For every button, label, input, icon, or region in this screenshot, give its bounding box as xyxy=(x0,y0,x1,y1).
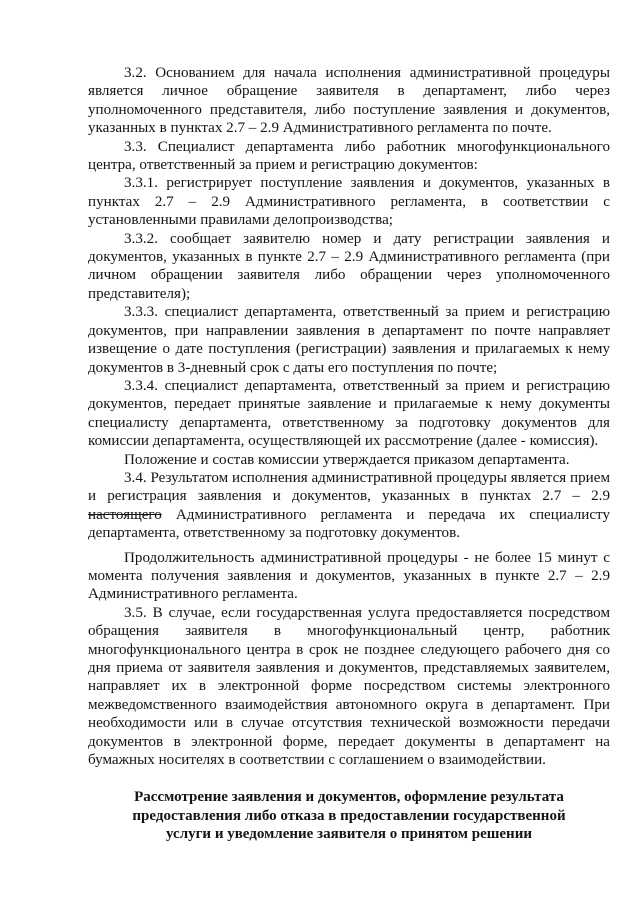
struck-word: настоящего xyxy=(88,506,162,523)
document-page xyxy=(88,64,610,844)
paragraph-3-2: 3.2. Основанием для начала исполнения административной процедуры является личное обращение заявителя в департамент, либо через уполномоченного представителя, либо поступление заявления и документов, указанных в пунктах 2.7 – 2.9 Административного регламента по почте. xyxy=(88,65,610,137)
paragraph-duration: Продолжительность административной процедуры - не более 15 минут с момента получения заявления и документов, указанных в пункте 2.7 – 2.9 Административного регламента. xyxy=(88,549,610,603)
paragraph-3-3-4: 3.3.4. специалист департамента, ответственный за прием и регистрацию документов, передает принятые заявление и прилагаемые к нему документы специалисту департамента, ответственному за подготовку документов для комиссии департамента, осуществляющей их рассмотрение (далее - комиссия). xyxy=(88,377,610,450)
paragraph-3-3: 3.3. Специалист департамента либо работник многофункционального центра, ответственный за прием и регистрацию документов: xyxy=(88,138,610,174)
paragraph-3-3-2: 3.3.2. сообщает заявителю номер и дату регистрации заявления и документов, указанных в пункте 2.7 – 2.9 Административного регламента (при личном обращении заявителя либо обращении через уполномоченного представителя); xyxy=(88,230,610,302)
paragraph-3-4 xyxy=(88,469,610,543)
paragraph-3-5: 3.5. В случае, если государственная услуга предоставляется посредством обращения заявителя в многофункциональный центр, работник многофункционального центра в срок не позднее следующего рабочего дня со дня приема от заявителя заявления и документов, представляемых заявителем, направляет их в электронной форме посредством системы электронного межведомственного взаимодействия автономного округа в департамент. При необходимости или в случае отсутствия технической возможности передачи документов в электронной форме, передает документы в департамент на бумажных носителях в соответствии с соглашением о взаимодействии. xyxy=(88,604,610,769)
paragraph-3-4-after: Административного регламента и передача их специалисту департамента, ответственному за подготовку документов. xyxy=(88,506,610,542)
section-heading: Рассмотрение заявления и документов, оформление результата предоставления либо отказа в предоставлении государственной услуги и уведомление заявителя о принятом решении xyxy=(132,789,566,843)
paragraph-3-3-1: 3.3.1. регистрирует поступление заявления и документов, указанных в пунктах 2.7 – 2.9 Административного регламента, в соответствии с установленными правилами делопроизводства; xyxy=(88,175,610,229)
paragraph-commission: Положение и состав комиссии утверждается приказом департамента. xyxy=(124,451,570,468)
paragraph-3-4-before: 3.4. Результатом исполнения административной процедуры является прием и регистрация заявления и документов, указанных в пунктах 2.7 – 2.9 xyxy=(88,469,610,505)
paragraph-3-3-3: 3.3.3. специалист департамента, ответственный за прием и регистрацию документов, при направлении заявления в департамент по почте направляет извещение о дате поступления (регистрации) заявления и прилагаемых к нему документов в 3-дневный срок с даты его поступления по почте; xyxy=(88,304,610,376)
